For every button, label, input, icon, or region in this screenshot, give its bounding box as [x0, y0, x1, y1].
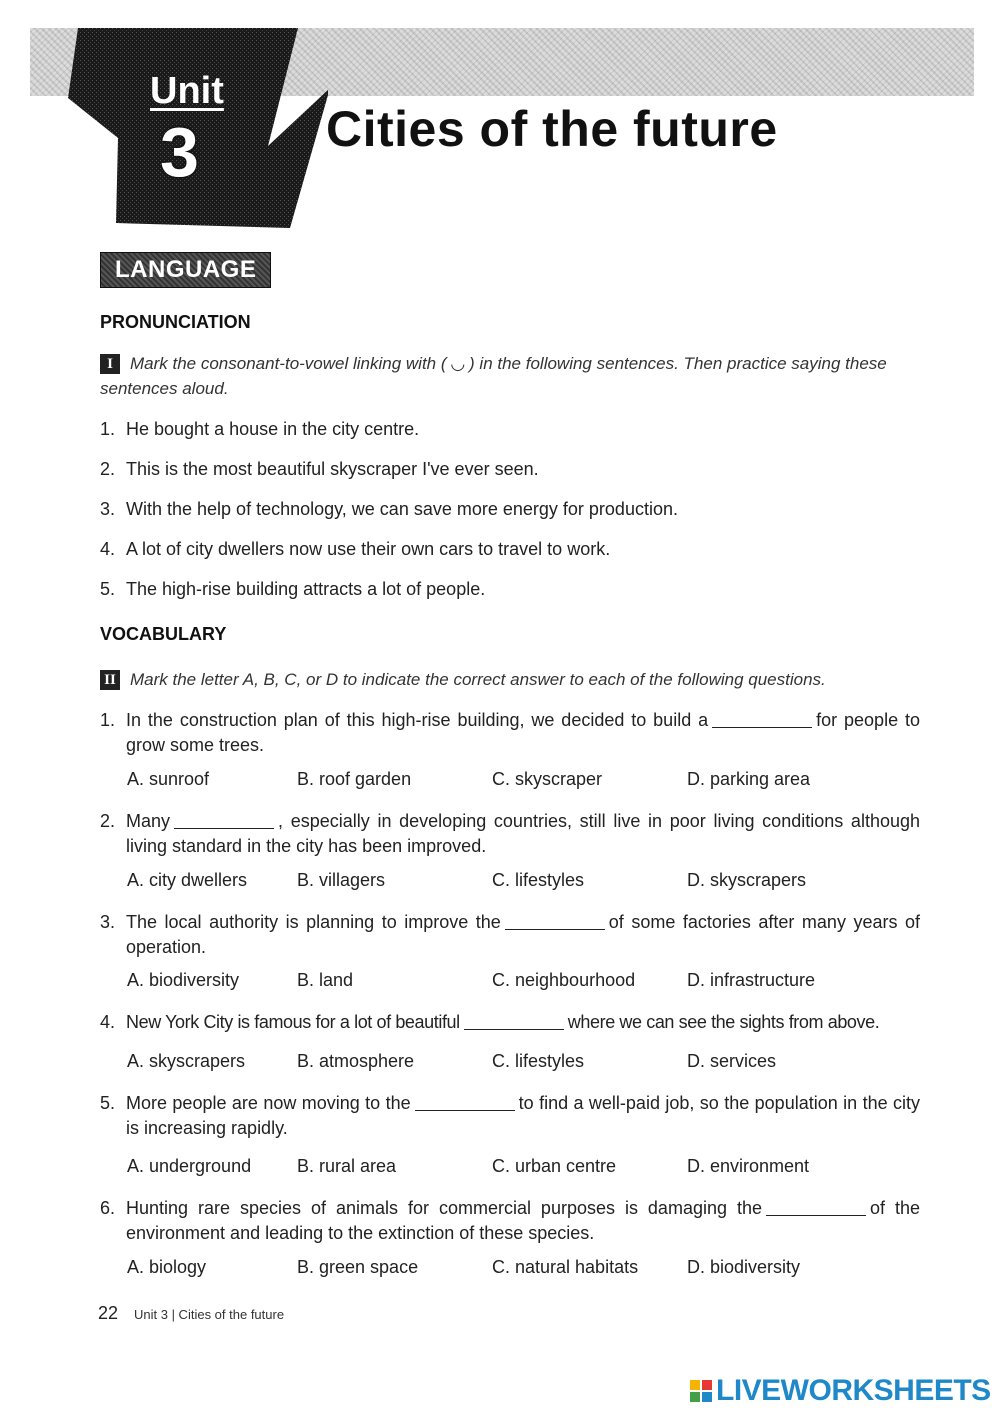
pronunciation-instruction	[100, 351, 922, 401]
option-a[interactable]: A. city dwellers	[127, 870, 248, 890]
vocabulary-instruction	[100, 667, 922, 692]
option-d[interactable]: D. parking area	[687, 769, 811, 789]
answer-blank[interactable]	[505, 911, 605, 930]
liveworksheets-wordmark: LIVEWORKSHEETS	[716, 1374, 991, 1407]
option-b[interactable]: B. green space	[297, 1257, 419, 1277]
running-footer: Unit 3 | Cities of the future	[134, 1307, 285, 1322]
option-d[interactable]: D. services	[687, 1051, 777, 1071]
pronunciation-sentence: 3. With the help of technology, we can save more energy for production.	[100, 499, 678, 519]
pronunciation-sentence: 1. He bought a house in the city centre.	[100, 419, 420, 439]
answer-options	[127, 1257, 927, 1283]
option-a[interactable]: A. underground	[127, 1156, 252, 1176]
unit-number: 3	[160, 113, 199, 191]
option-b[interactable]: B. rural area	[297, 1156, 397, 1176]
vocabulary-question: 5. More people are now moving to the to find a well-paid job, so the population in the city is increasing rapidly.	[100, 1093, 920, 1138]
answer-options	[127, 970, 927, 996]
instruction-text: Mark the consonant-to-vowel linking with ( ◡ ) in the following sentences. Then practice saying these sentences aloud.	[100, 354, 887, 398]
liveworksheets-watermark[interactable]	[690, 1375, 991, 1407]
pronunciation-heading: PRONUNCIATION	[100, 312, 251, 332]
vocabulary-question: 1. In the construction plan of this high-rise building, we decided to build a for people to grow some trees.	[100, 710, 920, 755]
answer-blank[interactable]	[712, 709, 812, 728]
option-b[interactable]: B. land	[297, 970, 354, 990]
answer-options	[127, 769, 927, 795]
exercise-number-badge: II	[100, 670, 120, 690]
pronunciation-sentence: 5. The high-rise building attracts a lot of people.	[100, 579, 486, 599]
option-a[interactable]: A. sunroof	[127, 769, 210, 789]
answer-blank[interactable]	[464, 1011, 564, 1030]
answer-blank[interactable]	[174, 810, 274, 829]
unit-label: Unit	[150, 70, 224, 112]
option-c[interactable]: C. lifestyles	[492, 870, 585, 890]
page-title: Cities of the future	[326, 101, 778, 157]
vocabulary-question: 2. Many , especially in developing countries, still live in poor living conditions although living standard in the city has been improved.	[100, 811, 920, 856]
option-a[interactable]: A. biology	[127, 1257, 207, 1277]
option-d[interactable]: D. skyscrapers	[687, 870, 807, 890]
answer-blank[interactable]	[415, 1092, 515, 1111]
option-c[interactable]: C. lifestyles	[492, 1051, 585, 1071]
pronunciation-sentence: 2. This is the most beautiful skyscraper I've ever seen.	[100, 459, 539, 479]
section-banner-language: LANGUAGE	[100, 252, 271, 288]
answer-options	[127, 1156, 927, 1182]
option-b[interactable]: B. villagers	[297, 870, 386, 890]
answer-blank[interactable]	[766, 1197, 866, 1216]
option-c[interactable]: C. natural habitats	[492, 1257, 639, 1277]
page-number: 22	[98, 1303, 119, 1323]
option-a[interactable]: A. biodiversity	[127, 970, 240, 990]
option-c[interactable]: C. skyscraper	[492, 769, 603, 789]
pronunciation-sentence: 4. A lot of city dwellers now use their own cars to travel to work.	[100, 539, 611, 559]
answer-options	[127, 870, 927, 896]
vocabulary-question: 3. The local authority is planning to improve the of some factories after many years of operation.	[100, 912, 920, 957]
liveworksheets-logo-icon	[690, 1380, 712, 1402]
option-c[interactable]: C. urban centre	[492, 1156, 617, 1176]
vocabulary-heading: VOCABULARY	[100, 624, 227, 644]
vocabulary-question: 6. Hunting rare species of animals for commercial purposes is damaging the of the environment and leading to the extinction of these species.	[100, 1198, 920, 1243]
vocabulary-question: 4. New York City is famous for a lot of beautiful where we can see the sights from above.	[100, 1012, 880, 1032]
exercise-number-badge: I	[100, 354, 120, 374]
option-b[interactable]: B. atmosphere	[297, 1051, 415, 1071]
answer-options	[127, 1051, 927, 1077]
option-b[interactable]: B. roof garden	[297, 769, 412, 789]
option-d[interactable]: D. environment	[687, 1156, 810, 1176]
option-c[interactable]: C. neighbourhood	[492, 970, 636, 990]
option-a[interactable]: A. skyscrapers	[127, 1051, 246, 1071]
option-d[interactable]: D. biodiversity	[687, 1257, 801, 1277]
instruction-text: Mark the letter A, B, C, or D to indicate the correct answer to each of the following questions.	[130, 670, 826, 689]
option-d[interactable]: D. infrastructure	[687, 970, 816, 990]
